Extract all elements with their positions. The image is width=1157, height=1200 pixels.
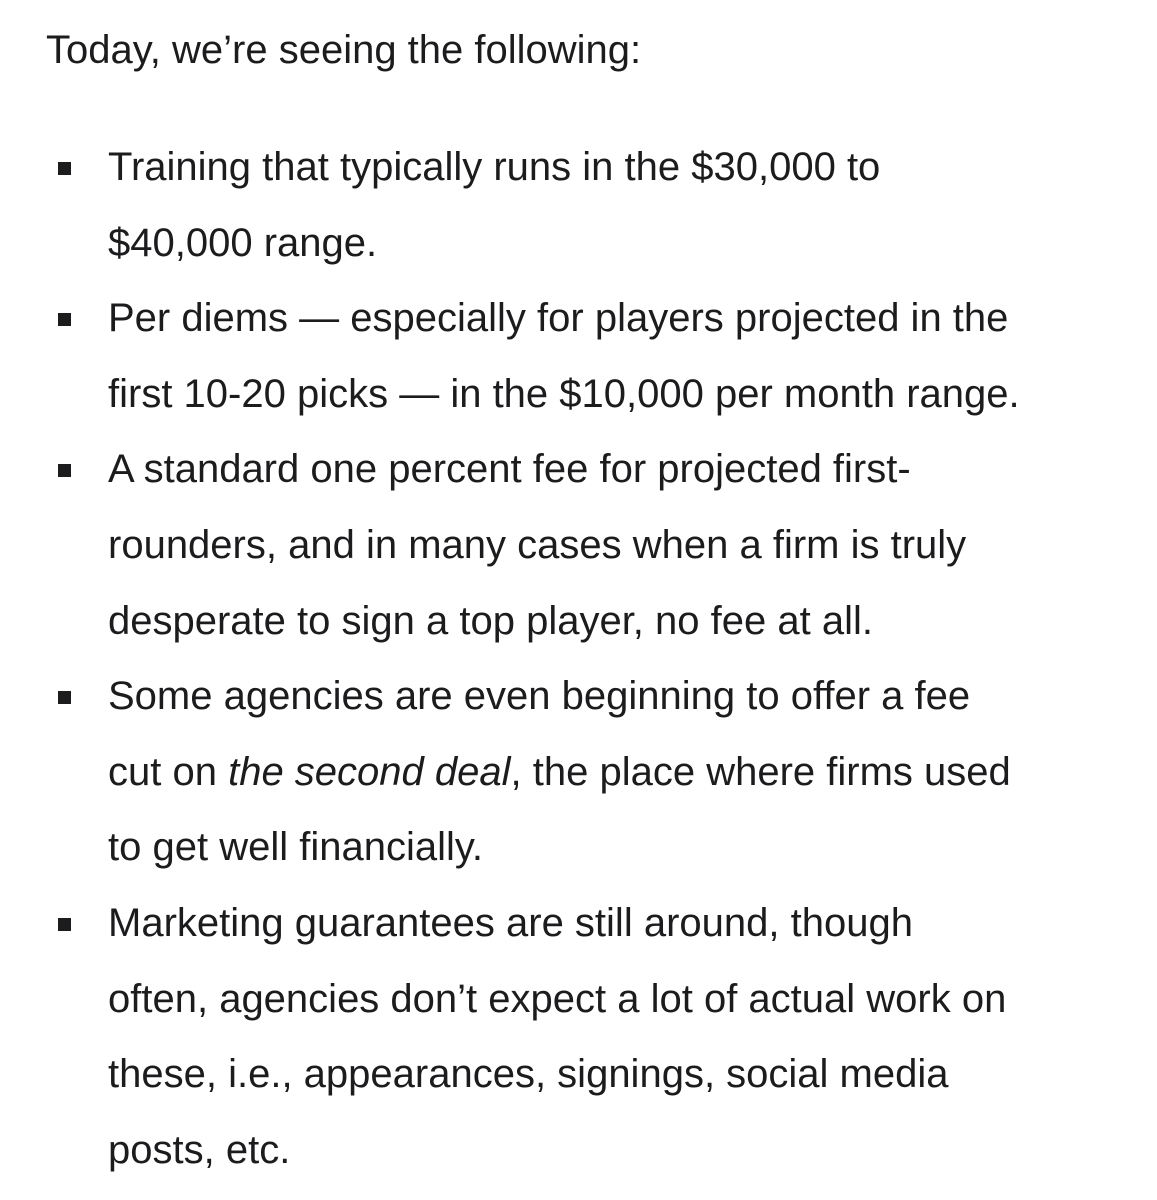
list-item-line: rounders, and in many cases when a firm is truly — [108, 522, 967, 567]
list-item-line: Some agencies are even beginning to offer a fee — [108, 674, 971, 719]
bullet-list — [0, 130, 1157, 1188]
list-item-line: Training that typically runs in the $30,000 to — [108, 145, 881, 189]
text-segment: , the place where firms used — [510, 749, 1011, 794]
list-item — [0, 432, 1157, 659]
intro-text: Today, we’re seeing the following: — [46, 28, 642, 72]
list-item-line: Per diems — especially for players projected in the — [108, 296, 1009, 341]
list-item-line: desperate to sign a top player, no fee at all. — [108, 598, 873, 643]
list-item — [0, 130, 1157, 281]
square-bullet-icon — [58, 918, 71, 931]
emphasized-text: the second deal — [228, 749, 511, 794]
list-item-line — [108, 735, 1137, 811]
list-item — [0, 659, 1157, 886]
square-bullet-icon — [58, 162, 71, 175]
list-item-line: these, i.e., appearances, signings, social media — [108, 1052, 949, 1097]
list-item-line: Marketing guarantees are still around, though — [108, 900, 913, 945]
square-bullet-icon — [58, 464, 71, 477]
list-item-line: often, agencies don’t expect a lot of actual work on — [108, 976, 1007, 1021]
text-segment: cut on — [108, 749, 229, 794]
list-item-line: A standard one percent fee for projected first- — [108, 447, 911, 492]
list-item-line: first 10-20 picks — in the $10,000 per month range. — [108, 371, 1020, 416]
list-item — [0, 886, 1157, 1188]
square-bullet-icon — [58, 313, 71, 326]
list-item — [0, 281, 1157, 432]
list-item-line: $40,000 range. — [108, 220, 378, 265]
list-item-line: to get well financially. — [108, 825, 483, 870]
square-bullet-icon — [58, 691, 71, 704]
list-item-line: posts, etc. — [108, 1127, 291, 1172]
